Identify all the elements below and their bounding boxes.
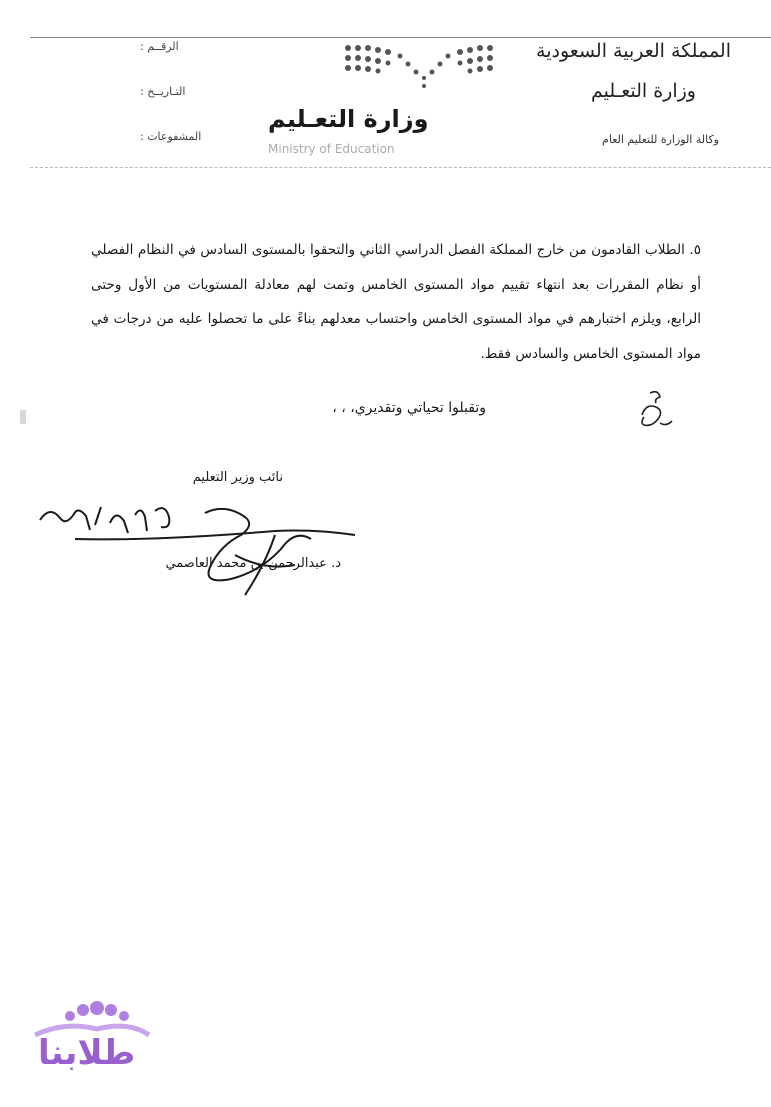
body-paragraph: ٥. الطلاب القادمون من خارج المملكة الفصل الدراسي الثاني والتحقوا بالمستوى السادس في النظام الفصلي أو نظام المقررات بعد انتهاء تقييم مواد المستوى الخامس وتمت لهم معادلة المستويات من الأول وحتى الرابع، ويلزم اختبارهم في مواد المستوى الخامس واحتساب معدلهم بناءً على ما تحصلوا عليه من درجات في مواد المستوى الخامس والسادس فقط.	[91, 242, 701, 362]
signatory-title: نائب وزير التعليم	[192, 470, 283, 485]
kingdom-title: المملكة العربية السعودية	[536, 40, 731, 62]
header-top-rule	[30, 37, 771, 38]
header-bottom-rule	[30, 167, 771, 168]
date-label: التـاريــخ :	[140, 85, 186, 98]
talabna-wordmark: طلابنا	[38, 1033, 136, 1073]
agency-subtitle: وكالة الوزارة للتعليم العام	[602, 133, 719, 146]
handwritten-initials	[630, 385, 690, 445]
ministry-logo-arabic: وزارة التعـليم	[268, 105, 429, 133]
signatory-name: د. عبدالرحمن بن محمد العاصمي	[165, 556, 341, 571]
ministry-title: وزارة التعـليم	[590, 80, 696, 102]
number-label: الرقــم :	[140, 40, 179, 53]
ministry-logo-dots	[340, 42, 500, 92]
handwritten-signature	[35, 495, 355, 605]
attachments-label: المشفوعات :	[140, 130, 202, 143]
ministry-logo-english: Ministry of Education	[268, 142, 395, 156]
closing-line: وتقبلوا تحياتي وتقديري، ، ،	[332, 400, 486, 416]
scan-mark	[20, 410, 26, 424]
